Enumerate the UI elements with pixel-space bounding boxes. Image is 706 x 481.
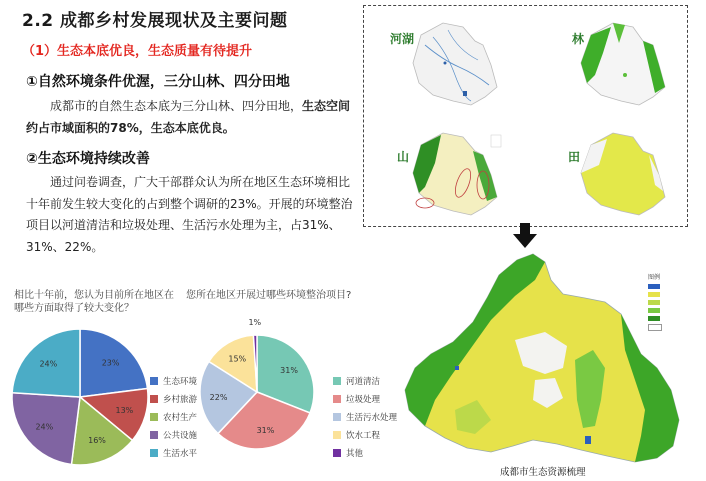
map-caption: 成都市生态资源梳理 — [500, 467, 586, 478]
legend-swatch-water — [648, 284, 660, 289]
point-2-paragraph — [26, 172, 356, 258]
map-legend — [648, 272, 690, 331]
chart-1-question: 相比十年前，您认为目前所在地区在哪些方面取得了较大变化？ — [14, 290, 174, 314]
legend-label: 公共设施 — [163, 431, 198, 441]
pie-data-label-2: 31% — [256, 425, 275, 435]
map-label-farmland: 田 — [568, 150, 581, 164]
legend-label: 农村生产 — [163, 413, 198, 423]
legend-swatch — [333, 431, 341, 439]
legend-swatch — [333, 413, 341, 421]
legend-swatch — [150, 395, 158, 403]
legend-swatch — [150, 449, 158, 457]
rivers-lakes-map — [413, 23, 497, 105]
forest-map — [581, 23, 665, 105]
pie-data-label-4: 24% — [35, 422, 54, 432]
legend-item — [150, 444, 197, 462]
map-label-forest: 林 — [572, 32, 585, 46]
legend-swatch-forest — [648, 308, 660, 313]
pie-chart-1 — [12, 329, 148, 465]
map-legend-title: 图例 — [648, 274, 661, 281]
pie-data-label-1: 23% — [101, 358, 120, 368]
legend-swatch-mountain — [648, 316, 660, 321]
chart-2-question: 您所在地区开展过哪些环境整治项目? — [186, 290, 352, 301]
map-label-rivers: 河湖 — [390, 32, 415, 46]
pie-data-label-1: 31% — [280, 366, 298, 376]
point-1-text: 成都市的自然生态本底为三分山林、四分田地， — [50, 99, 303, 113]
legend-item — [333, 426, 397, 444]
legend-item — [333, 444, 397, 462]
legend-swatch-urban — [648, 324, 662, 331]
legend-item — [333, 372, 397, 390]
pie-chart-2 — [200, 318, 314, 449]
legend-item — [150, 390, 197, 408]
point-2-text: 通过问卷调查，广大干部群众认为所在地区生态环境相比十年前发生较大变化的占到整个调研的23%。开展的环境整治项目以河道清洁和垃圾处理、生活污水处理为主，占31%、31%、22%。 — [26, 175, 353, 254]
point-1-heading: ①自然环境条件优渥，三分山林、四分田地 — [26, 74, 290, 90]
legend-swatch-mixed — [648, 300, 660, 305]
point-1-text-bold: 生态空间约占市域面积的78%，生态本底优良。 — [26, 99, 351, 135]
legend-swatch — [333, 377, 341, 385]
legend-swatch — [150, 413, 158, 421]
legend-label: 生态环境 — [163, 377, 198, 387]
map-label-mountain: 山 — [397, 150, 410, 164]
legend-label: 饮水工程 — [346, 431, 381, 441]
farmland-map — [581, 133, 665, 215]
legend-label: 生活污水处理 — [346, 413, 398, 423]
chart-1-legend — [150, 372, 197, 462]
mountain-map — [413, 133, 501, 215]
pie-data-label-2: 13% — [115, 405, 134, 415]
pie-data-label-3: 16% — [88, 435, 106, 445]
legend-item — [150, 408, 197, 426]
chart-2-legend — [333, 372, 397, 462]
legend-swatch-farmland — [648, 292, 660, 297]
legend-item — [333, 390, 397, 408]
legend-item — [150, 426, 197, 444]
legend-label: 其他 — [346, 449, 364, 459]
pie-data-label-4: 15% — [228, 354, 247, 364]
legend-label: 生活水平 — [163, 449, 198, 459]
pie-data-label-3: 22% — [209, 392, 228, 402]
page-title: 2.2 成都乡村发展现状及主要问题 — [22, 11, 288, 31]
pie-data-label-5: 24% — [39, 359, 58, 369]
pie-data-label-5: 1% — [248, 318, 262, 328]
legend-label: 河道清洁 — [346, 377, 381, 387]
legend-item — [333, 408, 397, 426]
legend-item — [150, 372, 197, 390]
point-1-paragraph — [26, 96, 356, 139]
section-subtitle: （1）生态本底优良，生态质量有待提升 — [22, 44, 253, 59]
legend-swatch — [150, 377, 158, 385]
legend-label: 垃圾处理 — [346, 395, 381, 405]
point-2-heading: ②生态环境持续改善 — [26, 151, 150, 167]
legend-label: 乡村旅游 — [163, 395, 198, 405]
legend-swatch — [333, 395, 341, 403]
legend-swatch — [150, 431, 158, 439]
down-arrow-icon — [512, 223, 538, 249]
legend-swatch — [333, 449, 341, 457]
thematic-maps — [363, 5, 688, 227]
